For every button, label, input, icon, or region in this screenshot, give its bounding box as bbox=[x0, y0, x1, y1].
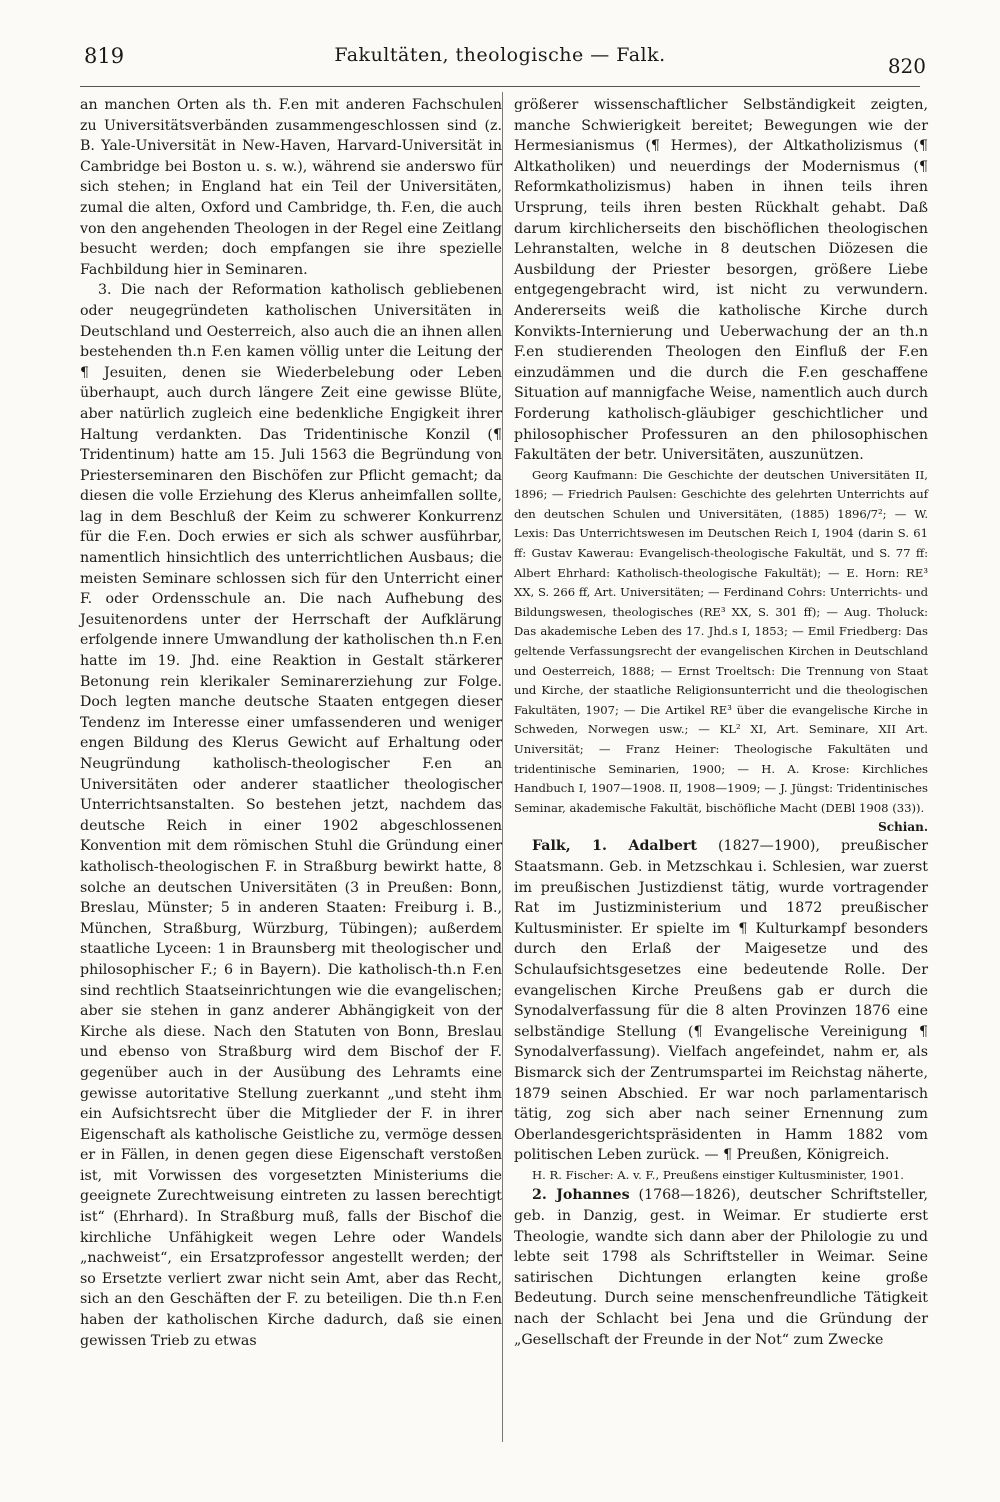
paragraph: an manchen Orten als th. F.en mit anderen Fachschulen zu Universitätsverbänden zusammengeschlossen sind (z. B. Yale-Universität in New-Haven, Harvard-Universität in Cambridge bei Boston u. s. w.), während sie anderswo für sich stehen; in England hat ein Teil der Universitäten, zumal die alten, Oxford und Cambridge, th. F.en, die auch von den angehenden Theologen in der Regel eine Zeitlang besucht werden; doch empfangen sie ihre spezielle Fachbildung hier in Seminaren. bbox=[80, 97, 502, 278]
entry-text: (1827—1900), preußischer Staatsmann. Geb. in Metzschkau i. Schlesien, war zuerst im preußischen Justizdienst tätig, wurde vortragender Rat im Justizministerium und 1872 preußischer Kultusminister. Er spielte im ¶ Kulturkampf besonders durch den Erlaß der Maigesetze und des Schulaufsichtsgesetzes eine bedeutende Rolle. Der evangelischen Kirche Preußens gab er durch die Synodalverfassung für die 8 alten Provinzen 1876 eine selbständige Stellung (¶ Evangelische Vereinigung ¶ Synodalverfassung). Vielfach angefeindet, nahm er, als Bismarck sich der Zentrumspartei im Reichstag näherte, 1879 seinen Abschied. Er war noch parlamentarisch tätig, zog sich aber nach seiner Ernennung zum Oberlandesgerichtspräsidenten in Hamm 1882 vom politischen Leben zurück. — ¶ Preußen, Königreich. bbox=[514, 838, 928, 1164]
bibliography: Georg Kaufmann: Die Geschichte der deutschen Universitäten II, 1896; — Friedrich Paulsen: Geschichte des gelehrten Unterrichts auf den deutschen Schulen und Universitäten, (1885) 1896/7²; — W. Lexis: Das Unterrichtswesen im Deutschen Reich I, 1904 (darin S. 61 ff: Gustav Kawerau: Evangelisch-theologische Fakultät, und S. 77 ff: Albert Ehrhard: Katholisch-theologische Fakultät); — E. Horn: RE³ XX, S. 266 ff, Art. Universitäten; — Ferdinand Cohrs: Unterrichts- und Bildungswesen, theologisches (RE³ XX, S. 301 ff); — Aug. Tholuck: Das akademische Leben des 17. Jhd.s I, 1853; — Emil Friedberg: Das geltende Verfassungsrecht der evangelischen Kirchen in Deutschland und Oesterreich, 1888; — Ernst Troeltsch: Die Trennung von Staat und Kirche, der staatliche Religionsunterricht und die theologischen Fakultäten, 1907; — Die Artikel RE³ über die evangelische Kirche in Schweden, Norwegen usw.; — KL² XI, Art. Seminare, XII Art. Universität; — Franz Heiner: Theologische Fakultäten und tridentinische Seminarien, 1900; — H. A. Krose: Kirchliches Handbuch I, 1907—1908. II, 1908—1909; — J. Jüngst: Tridentinisches Seminar, akademische Fakultät, bischöfliche Macht (DEBl 1908 (33)). bbox=[514, 467, 928, 815]
lexicon-entry bbox=[514, 1185, 928, 1350]
header-rule bbox=[80, 86, 920, 87]
page-number-right: 820 bbox=[887, 54, 926, 78]
lexicon-entry bbox=[514, 836, 928, 1166]
entry-text: (1768—1826), deutscher Schriftsteller, geb. in Danzig, gest. in Weimar. Er studierte erst Theologie, wandte sich dann aber der Philologie zu und lebte seit 1798 als Schriftsteller in Weimar. Seine satirischen Dichtungen erlangten keine große Bedeutung. Durch seine menschenfreundliche Tätigkeit nach der Schlacht bei Jena und die Gründung der „Gesellschaft der Freunde in der Not“ zum Zwecke bbox=[514, 1187, 929, 1348]
bibliography: H. R. Fischer: A. v. F., Preußens einstiger Kultusminister, 1901. bbox=[532, 1167, 904, 1182]
running-title: Fakultäten, theologische — Falk. bbox=[334, 44, 666, 66]
paragraph: 3. Die nach der Reformation katholisch gebliebenen oder neugegründeten katholischen Universitäten in Deutschland und Oesterreich, also auch die an ihnen allen bestehenden th.n F.en kamen völlig unter die Leitung der ¶ Jesuiten, denen sie Wiederbelebung oder Leben überhaupt, auch durch längere Zeit eine gewisse Blüte, aber natürlich zugleich eine bedenkliche Engigkeit ihrer Haltung verdankten. Das Tridentinische Konzil (¶ Tridentinum) hatte am 15. Juli 1563 die Begründung von Priesterseminaren den Bischöfen zur Pflicht gemacht; da diesen die volle Erziehung des Klerus anheimfallen sollte, lag in dem Beschluß der Keim zu schwerer Konkurrenz für die F.en. Doch erwies er sich als schwer ausführbar, namentlich hinsichtlich des unterrichtlichen Ausbaus; die meisten Seminare schlossen sich für den Unterricht einer F. oder Ordensschule an. Die nach Aufhebung des Jesuitenordens unter der Herrschaft der Aufklärung erfolgende innere Umwandlung der katholischen th.n F.en hatte im 19. Jhd. eine Reaktion in Gestalt stärkerer Betonung rein klerikaler Seminarerziehung zur Folge. Doch legten manche deutsche Staaten entgegen dieser Tendenz im Interesse einer umfassenderen und weniger engen Bildung des Klerus Gewicht auf Erhaltung oder Neugründung katholisch-theologischer F.en an Universitäten oder anderer staatlicher theologischer Unterrichtsanstalten. So bestehen jetzt, nachdem das deutsche Reich in einer 1902 abgeschlossenen Konvention mit dem römischen Stuhl die Gründung einer katholisch-theologischen F. in Straßburg bewirkt hatte, 8 solche an deutschen Universitäten (3 in Preußen: Bonn, Breslau, Münster; 5 in anderen Staaten: Freiburg i. B., München, Straßburg, Würzburg, Tübingen); außerdem staatliche Lyceen: 1 in Braunsberg mit theologischer und philosophischer F.; 6 in Bayern). Die katholisch-th.n F.en sind rechtlich Staatseinrichtungen wie die evangelischen; aber sie stehen in ganz anderer Abhängigkeit von der Kirche als diese. Nach den Statuten von Bonn, Breslau und ebenso von Straßburg wird dem Bischof der F. gegenüber auch in der Ausübung des Lehramts eine gewisse autoritative Stellung zuerkannt „und steht ihm ein Aufsichtsrecht über die Mitglieder der F. in ihrer Eigenschaft als katholische Geistliche zu, vermöge dessen er in Fällen, in denen gegen diese Eigenschaft verstoßen ist, mit Vorwissen des vorgesetzten Ministeriums die geeignete Zurechtweisung eintreten zu lassen berechtigt ist“ (Ehrhard). In Straßburg muß, falls der Bischof die kirchliche Unfähigkeit wegen Lehre oder Wandels „nachweist“, ein Ersatzprofessor angestellt werden; der so Ersetzte verliert zwar nicht sein Amt, aber das Recht, sich an den Geschäften der F. zu beteiligen. Die th.n F.en haben der katholischen Kirche dadurch, daß sie einen gewissen Trieb zu etwas bbox=[80, 282, 502, 1349]
running-header bbox=[74, 40, 926, 76]
page-number-left: 819 bbox=[84, 44, 125, 68]
entry-headword: 2. Johannes bbox=[532, 1187, 630, 1204]
paragraph: größerer wissenschaftlicher Selbständigkeit zeigten, manche Schwierigkeit bereitet; Bewegungen wie der Hermesianismus (¶ Hermes), der Altkatholizismus (¶ Altkatholiken) und neuerdings der Modernismus (¶ Reformkatholizismus) haben in ihnen teils ihren Ursprung, teils ihren besten Rückhalt gehabt. Daß darum kirchlicherseits den bischöflichen theologischen Lehranstalten, welche in 8 deutschen Diözesen die Ausbildung der Priester besorgen, größere Liebe entgegengebracht wird, ist nicht zu verwundern. Andererseits weiß die katholische Kirche durch Konvikts-Internierung und Ueberwachung der an th.n F.en studierenden Theologen den Einfluß der F.en einzudämmen und die durch die F.en geschaffene Situation auf mannigfache Weise, namentlich auch durch Forderung katholisch-gläubiger geschichtlicher und philosophischer Professuren an den philosophischen Fakultäten der betr. Universitäten, auszunützen. bbox=[514, 97, 928, 464]
right-column bbox=[514, 95, 928, 1350]
column-divider bbox=[502, 92, 503, 1442]
entry-headword: Falk, 1. Adalbert bbox=[532, 838, 697, 855]
left-column bbox=[80, 95, 502, 1351]
author-signature: Schian. bbox=[878, 820, 928, 835]
